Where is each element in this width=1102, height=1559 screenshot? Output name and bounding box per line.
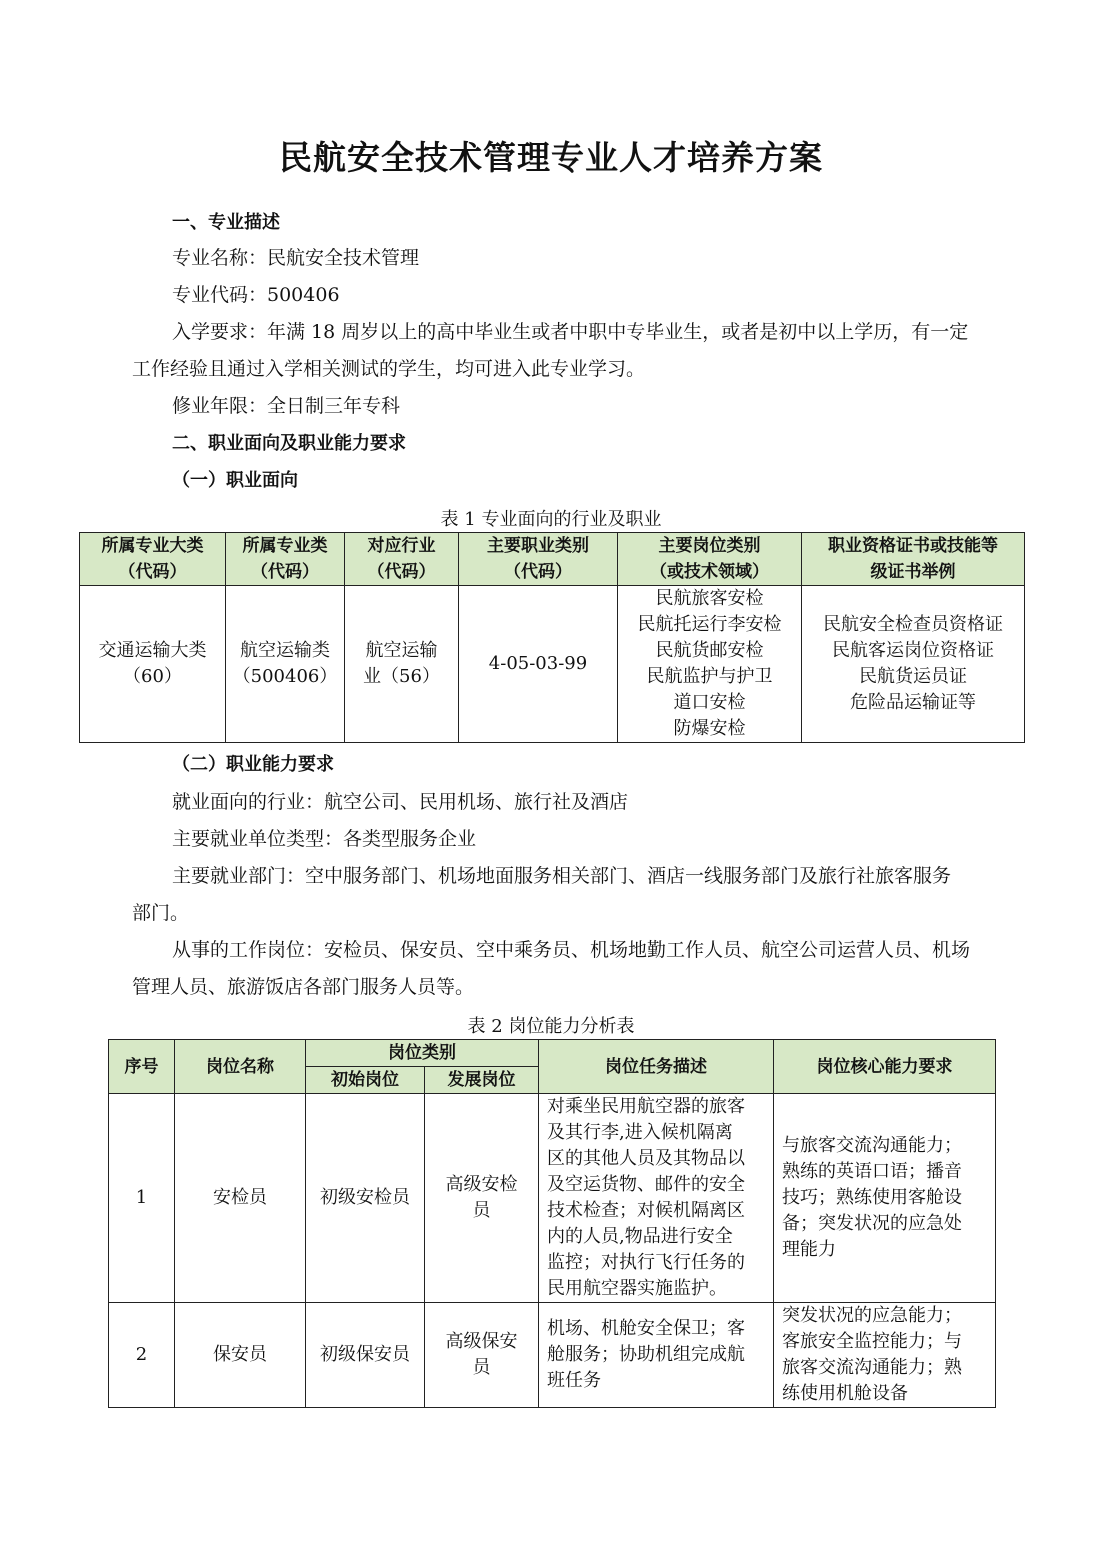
table2 [108,1039,996,1408]
cell-line: 监控；对执行飞行任务的 [547,1252,745,1273]
table-row [109,1303,996,1408]
unit-type-text: 主要就业单位类型：各类型服务企业 [172,828,477,850]
row-core [774,1094,996,1303]
cell-line: 技术检查；对候机隔离区 [547,1200,745,1221]
cell-line: 民航托运行李安检 [637,614,782,635]
header-line: 主要职业类别 [487,536,589,556]
major-name: 专业名称：民航安全技术管理 [172,247,420,269]
table1-cell [618,586,802,743]
cell-line: 练使用机舱设备 [782,1383,908,1404]
cell-line: 危险品运输证等 [850,692,976,713]
cell-line: 区的其他人员及其物品以 [547,1148,745,1169]
table2-header-type: 岗位类别 [306,1040,539,1067]
section1-heading: 一、专业描述 [172,212,280,233]
posts-line1: 从事的工作岗位：安检员、保安员、空中乘务员、机场地勤工作人员、航空公司运营人员、机场 [172,939,971,961]
cell-line: 航空运输类 [240,640,330,661]
posts-line2: 管理人员、旅游饭店各部门服务人员等。 [132,976,475,998]
table1-cell [226,586,345,743]
table-row [109,1094,996,1303]
header-line: 主要岗位类别 [658,536,761,556]
header-line: 所属专业类 [242,536,328,556]
table1-cell [802,586,1025,743]
table2-header-core: 岗位核心能力要求 [774,1040,996,1094]
cell-line: 业（56） [363,666,440,687]
cell-line: 对乘坐民用航空器的旅客 [547,1096,745,1117]
table-row [80,586,1025,743]
cell-line: 民航客运岗位资格证 [832,640,994,661]
row-initial: 初级保安员 [306,1303,425,1408]
row-develop [425,1094,539,1303]
row-task [539,1094,774,1303]
table2-header-task: 岗位任务描述 [539,1040,774,1094]
row-develop [425,1303,539,1408]
cell-line: 民用航空器实施监护。 [547,1278,727,1299]
cell-line: 内的人员,物品进行安全 [547,1226,733,1247]
row-name: 安检员 [175,1094,306,1303]
cell-line: 高级保安 [445,1331,518,1352]
subsection1-heading: （一）职业面向 [172,470,298,491]
header-line: （代码） [118,562,187,582]
table2-header-name: 岗位名称 [175,1040,306,1094]
cell-line: 及其行李,进入候机隔离 [547,1122,733,1143]
cell-line: 熟练的英语口语；播音 [782,1161,962,1182]
cell-line: （60） [123,666,182,687]
row-no: 1 [109,1094,175,1303]
row-name: 保安员 [175,1303,306,1408]
cell-line: 与旅客交流沟通能力； [782,1135,962,1156]
header-line: （代码） [367,562,436,582]
table1-cell [80,586,226,743]
table1-header [459,533,618,586]
row-no: 2 [109,1303,175,1408]
cell-line: 员 [472,1357,491,1378]
cell-line: 道口安检 [673,692,746,713]
cell-line: 航空运输 [365,640,438,661]
page-title: 民航安全技术管理专业人才培养方案 [279,138,823,177]
header-line: 级证书举例 [870,562,956,582]
table1-cell: 4-05-03-99 [459,586,618,743]
table2-caption: 表 2 岗位能力分析表 [467,1016,635,1037]
admission-req-line1: 入学要求：年满 18 周岁以上的高中毕业生或者中职中专毕业生，或者是初中以上学历，有一定 [172,321,969,343]
header-line: 对应行业 [367,536,436,556]
header-line: （代码） [504,562,572,582]
table2-header-row [109,1040,996,1067]
header-line: （或技术领域） [650,562,769,582]
section2-heading: 二、职业面向及职业能力要求 [172,433,406,454]
cell-line: 突发状况的应急能力； [782,1305,962,1326]
row-core [774,1303,996,1408]
cell-line: 舱服务；协助机组完成航 [547,1344,745,1365]
cell-line: 及空运货物、邮件的安全 [547,1174,745,1195]
cell-line: 民航货邮安检 [655,640,764,661]
table1-header [345,533,459,586]
major-code: 专业代码：500406 [172,284,340,306]
cell-line: （500406） [232,666,338,687]
table2-header-initial: 初始岗位 [306,1067,425,1094]
cell-line: 民航安全检查员资格证 [823,614,1003,635]
cell-line: 技巧；熟练使用客舱设 [782,1187,962,1208]
industry-text: 就业面向的行业：航空公司、民用机场、旅行社及酒店 [172,791,629,813]
table1-caption: 表 1 专业面向的行业及职业 [440,509,662,530]
cell-line: 旅客交流沟通能力；熟 [782,1357,962,1378]
table1-header-row [80,533,1025,586]
table2-header-develop: 发展岗位 [425,1067,539,1094]
cell-line: 理能力 [782,1239,836,1260]
table1-header [226,533,345,586]
cell-line: 防爆安检 [673,718,746,739]
cell-line: 民航监护与护卫 [646,666,773,687]
cell-line: 机场、机舱安全保卫；客 [547,1318,745,1339]
header-line: （代码） [251,562,319,582]
cell-line: 班任务 [547,1370,601,1391]
table1-header [80,533,226,586]
table1-header [618,533,802,586]
cell-line: 员 [472,1200,491,1221]
cell-line: 备；突发状况的应急处 [782,1213,962,1234]
table1-cell [345,586,459,743]
header-line: 所属专业大类 [101,536,204,556]
table1-header [802,533,1025,586]
row-initial: 初级安检员 [306,1094,425,1303]
cell-line: 高级安检 [445,1174,518,1195]
row-task [539,1303,774,1408]
cell-line: 客旅安全监控能力；与 [782,1331,962,1352]
header-line: 职业资格证书或技能等 [828,536,998,556]
cell-line: 民航货运员证 [859,666,967,687]
study-years: 修业年限：全日制三年专科 [172,395,401,417]
department-line1: 主要就业部门：空中服务部门、机场地面服务相关部门、酒店一线服务部门及旅行社旅客服务 [172,865,952,887]
table1 [79,532,1025,743]
cell-line: 民航旅客安检 [655,588,764,609]
subsection2-heading: （二）职业能力要求 [172,754,334,775]
admission-req-line2: 工作经验且通过入学相关测试的学生，均可进入此专业学习。 [132,358,646,380]
department-line2: 部门。 [132,902,190,924]
cell-line: 交通运输大类 [98,640,207,661]
table2-header-no: 序号 [109,1040,175,1094]
